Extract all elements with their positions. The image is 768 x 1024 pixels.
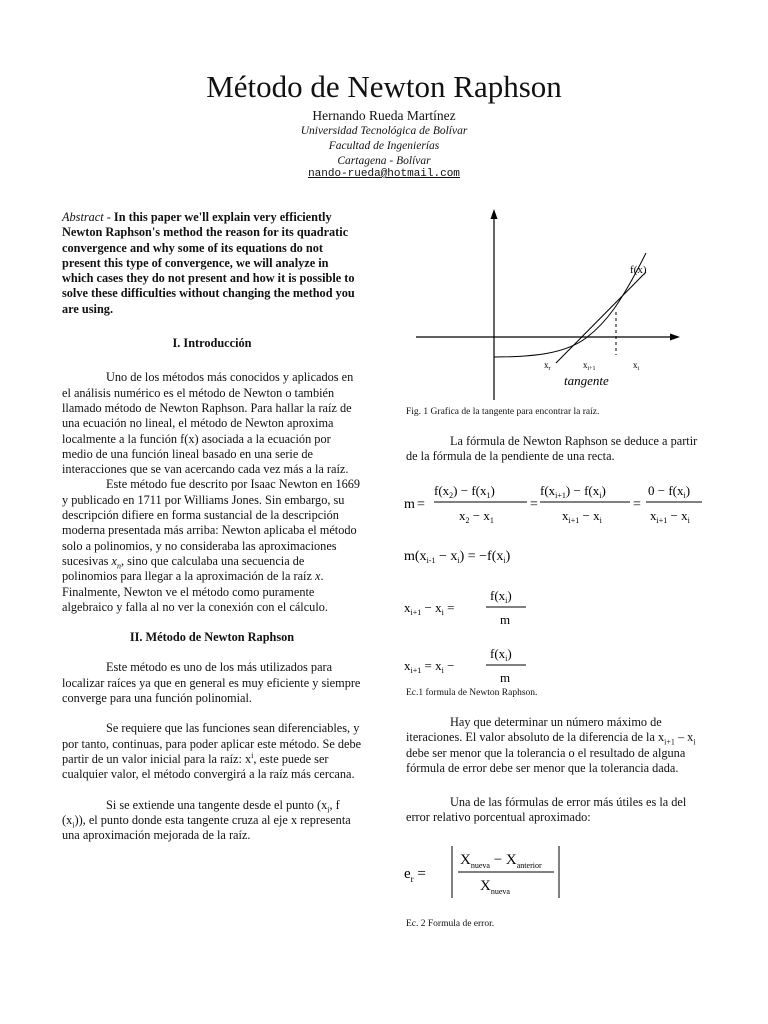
svg-text:f(x2) − f(x1): $f(x_2) - f(x_1)$: [434, 483, 495, 500]
svg-text:f(xi): $f(x_i)$: [490, 588, 512, 605]
right-paragraph-1: La fórmula de Newton Raphson se deduce a partir de la fórmula de la pendiente de una recta.: [406, 434, 698, 464]
tangent-line: [556, 272, 646, 363]
svg-text:xi+1 − xi =: $x_{i+1} - x_i$ =: [404, 600, 455, 617]
svg-text:0 − f(xi): $0 - f(x_i)$: [648, 483, 691, 500]
svg-text:m: m: [404, 497, 415, 512]
abstract-text: In this paper we'll explain very efficiently Newton Raphson's method the reason for its quadratic convergence and why some of its equations do not present this type of convergence, we will analyze in which cases they do not present and how it is possible to solve these difficulties without changing the method you are using.: [62, 210, 355, 316]
figure-caption: Fig. 1 Grafica de la tangente para encontrar la raíz.: [406, 407, 600, 417]
right-paragraph-3: Una de las fórmulas de error más útiles es la del error relativo porcentual aproximado:: [406, 795, 687, 825]
method-paragraph-1: Este método es uno de los más utilizados para localizar raíces ya que en general es muy eficiente y siempre converge para una función polinomial.: [62, 660, 361, 706]
svg-text:m: m: [500, 612, 511, 627]
xi-label: $x_i$: [633, 360, 640, 372]
tangent-label: tangente: [564, 373, 609, 388]
page-title: Método de Newton Raphson: [206, 69, 562, 104]
difference-equation: [404, 586, 604, 630]
left-column: [62, 210, 362, 843]
intro-paragraph-1: Uno de los métodos más conocidos y aplicados en el análisis numérico es el método de Newton o también llamado método de Newton Raphson. Para hallar la raíz de una ecuación no lineal, el método de Newton aproxima localmente a la función f(x) asociada a la ecuación por medio de una función lineal basado en una serie de interacciones que se van acercando cada vez más a la raíz.: [62, 370, 354, 477]
x-axis-arrow: [670, 334, 680, 341]
right-paragraph-2: Hay que determinar un número máximo de iteraciones. El valor absoluto de la diferencia de la $x_{i+1} - x_i$ debe ser menor que la tolerancia o el resultado de alguna fórmula de error debe ser menor que la tolerancia dada.: [406, 715, 696, 775]
xi1-label: $x_{i+1}$: [583, 360, 596, 372]
svg-text:x2 − x1: $x_2 - x_1$: [459, 508, 494, 525]
svg-text:m: m: [500, 670, 511, 685]
svg-text:=: =: [417, 497, 425, 512]
svg-text:f(xi): $f(x_i)$: [490, 646, 512, 663]
svg-text:Xnueva: $X_{nueva}$: [480, 878, 510, 896]
relative-error-equation: [404, 842, 604, 902]
equation-2-caption: Ec. 2 Formula de error.: [406, 919, 495, 929]
newton-raphson-equation: [404, 644, 604, 688]
abstract: [62, 210, 362, 317]
svg-text:m(xi-1 − xi) = −f(xi): $m(x_{i-1} - x_i) = -f(x_i)$: [404, 549, 511, 565]
author-name: Hernando Rueda Martínez: [312, 108, 456, 123]
affiliation-faculty: Facultad de Ingenierías: [328, 140, 440, 152]
svg-text:=: =: [530, 497, 538, 512]
y-axis-arrow: [491, 209, 498, 219]
slope-rearranged-equation: [404, 544, 604, 568]
svg-text:xi+1 − xi: $x_{i+1} - x_i$: [562, 508, 602, 525]
abstract-label: Abstract -: [62, 210, 114, 224]
fx-label: f(x): [630, 264, 647, 276]
method-paragraph-3: Si se extiende una tangente desde el punto ($x_i$, f $(x_i)$), el punto donde esta tangente cruza al eje x representa una aproximación mejorada de la raíz.: [62, 797, 351, 843]
intro-paragraph-2: Este método fue descrito por Isaac Newton en 1669 y publicado en 1711 por Williams Jones. Sin embargo, su descripción difiere en forma sustancial de la descripción moderna presentada más arriba: Newton aplicaba el método solo a polinomios, y no consideraba las aproximaciones sucesivas $x_n$, sino que calculaba una secuencia de polinomios para llegar a la aproximación de la raíz x. Finalmente, Newton ve el método como puramente algebraico y falla al no ver la conexión con el cálculo.: [62, 477, 361, 614]
svg-text:xi+1 = xi −: $x_{i+1} = x_i$ −: [404, 658, 455, 675]
svg-text:f(xi+1) − f(xi): $f(x_{i+1}) - f(x_i)$: [540, 483, 606, 500]
tangent-figure: [406, 205, 706, 405]
affiliation-city: Cartagena - Bolívar: [337, 155, 431, 167]
function-curve: [494, 253, 646, 357]
svg-text:xi+1 − xi: $x_{i+1} - x_i$: [650, 508, 690, 525]
method-paragraph-2: Se requiere que las funciones sean diferenciables, y por tanto, continuas, para poder aplicar este método. Se debe partir de un valor inicial para la raíz: $x^i$, este puede ser cualquier valor, el método convergirá a la raíz más cercana.: [62, 721, 362, 782]
equation-1-caption: Ec.1 formula de Newton Raphson.: [406, 688, 538, 698]
svg-text:=: =: [633, 497, 641, 512]
section-heading-metodo: II. Método de Newton Raphson: [129, 630, 295, 645]
slope-equation: [404, 478, 714, 528]
affiliation-university: Universidad Tecnológica de Bolívar: [300, 125, 468, 137]
svg-text:er =: $e_r$ =: [404, 866, 426, 884]
section-heading-introduccion: I. Introducción: [172, 336, 252, 351]
xr-label: $x_r$: [544, 360, 551, 372]
svg-text:Xnueva − Xanterior: $X_{nueva} - X_{anterior}$: [460, 852, 542, 870]
author-email[interactable]: nando-rueda@hotmail.com: [308, 168, 460, 180]
